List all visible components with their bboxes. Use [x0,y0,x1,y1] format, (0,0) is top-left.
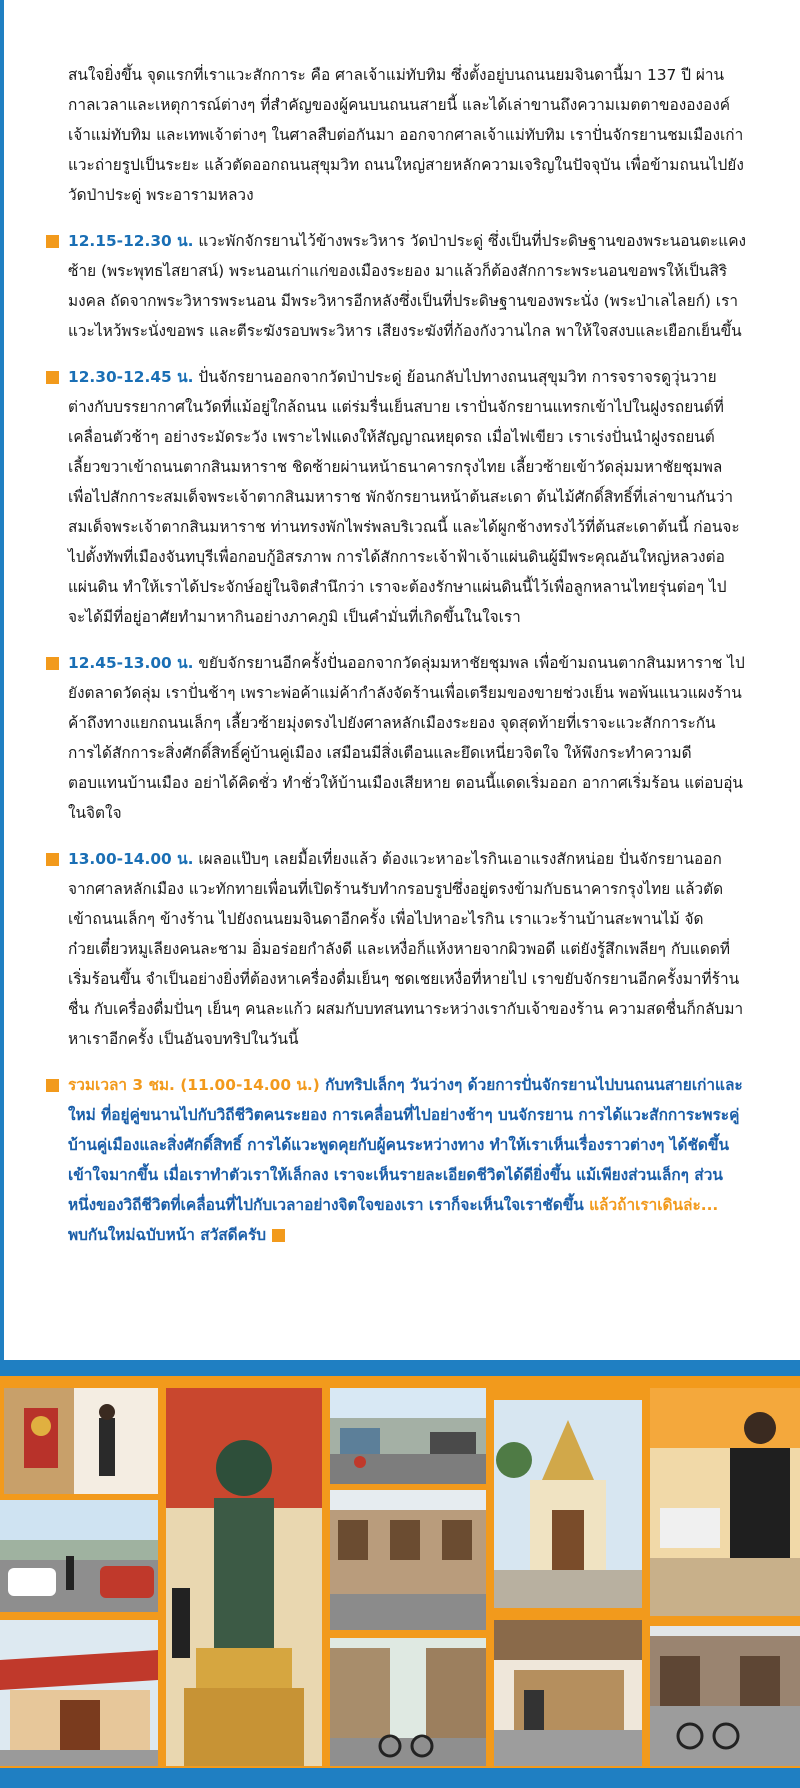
entry-time: 12.15-12.30 น. [68,232,194,250]
left-border-rule [0,0,4,1360]
summary-paragraph [46,1070,746,1250]
blue-band-top [0,1360,800,1376]
summary-teaser: แล้วถ้าเราเดินล่ะ... [589,1196,719,1214]
orange-square-bullet [46,1079,59,1092]
timeline-entry-1 [46,226,746,346]
intro-paragraph: สนใจยิ่งขึ้น จุดแรกที่เราแวะสักการะ คือ ศาลเจ้าแม่ทับทิม ซึ่งตั้งอยู่บนถนนยมจินดานี้มา 137 ปี ผ่านกาลเวลาและเหตุการณ์ต่างๆ ที่สำคัญของผู้คนบนถนนสายนี้ และได้เล่าขานถึงความเมตตาของององค์เจ้าแม่ทับทิม และเทพเจ้าต่างๆ ในศาลสืบต่อกันมา ออกจากศาลเจ้าแม่ทับทิม เราปั่นจักรยานชมเมืองเก่า แวะถ่ายรูปเป็นระยะ แล้วตัดออกถนนสุขุมวิท ถนนใหญ่สายหลักความเจริญในปัจจุบัน เพื่อข้ามถนนไปยังวัดป่าประดู่ พระอารามหลวง [68,66,744,204]
timeline-entry-3 [46,648,746,828]
orange-square-bullet [46,371,59,384]
photo-cafe-friends [650,1388,800,1616]
timeline-entry-2 [46,362,746,632]
photo-market-street [330,1388,486,1484]
photo-street-traffic [0,1500,158,1612]
photo-old-shophouses [330,1490,486,1630]
photo-shrine-offering [4,1388,158,1494]
photo-city-pillar-shrine [494,1400,642,1608]
photo-cyclists-alley [330,1638,486,1766]
orange-square-bullet [46,853,59,866]
orange-square-bullet [46,235,59,248]
entry-time: 13.00-14.00 น. [68,850,194,868]
blue-band-bottom [0,1768,800,1788]
closing-line: พบกันใหม่ฉบับหน้า สวัสดีครับ [68,1226,267,1244]
photo-noodle-shop [494,1620,642,1766]
entry-time: 12.45-13.00 น. [68,654,194,672]
entry-text: แวะพักจักรยานไว้ข้างพระวิหาร วัดป่าประดู่ ซึ่งเป็นที่ประดิษฐานของพระนอนตะแคงซ้าย (พระพุทธไสยาสน์) พระนอนเก่าแก่ของเมืองระยอง มาแล้วก็ต้องสักการะพระนอนขอพรให้เป็นสิริมงคล ถัดจากพระวิหารพระนอน มีพระวิหารอีกหลังซึ่งเป็นที่ประดิษฐานของพระนั่ง (พระป่าเลไลยก์) เราแวะไหว้พระนั่งขอพร และตีระฆังรอบพระวิหาร เสียงระฆังที่ก้องกังวานไกล พาให้ใจสงบและเยือกเย็นขึ้น [68,232,747,340]
photo-king-taksin-statue [166,1388,322,1766]
entry-time: 12.30-12.45 น. [68,368,194,386]
photo-bike-shop-front [650,1626,800,1766]
entry-text: เผลอแป๊บๆ เลยมื้อเที่ยงแล้ว ต้องแวะหาอะไรกินเอาแรงสักหน่อย ปั่นจักรยานออกจากศาลหลักเมือง แวะทักทายเพื่อนที่เปิดร้านรับทำกรอบรูปซึ่งอยู่ตรงข้ามกับธนาคารกรุงไทย แล้วตัดเข้าถนนเล็กๆ ข้างร้าน ไปยังถนนยมจินดาอีกครั้ง เพื่อไปหาอะไรกิน เราแวะร้านบ้านสะพานไม้ จัดก๋วยเตี๋ยวหมูเลียงคนละชาม อิ่มอร่อยกำลังดี และเหงื่อก็แห้งหายจากผิวพอดี แต่ยังรู้สึกเพลียๆ กับแดดที่เริ่มร้อนขึ้น จำเป็นอย่างยิ่งที่ต้องหาเครื่องดื่มเย็นๆ ชดเชยเหงื่อที่หายไป เราขยับจักรยานอีกครั้งมาที่ร้านชื่น กับเครื่องดื่มปั่นๆ เย็นๆ คนละแก้ว ผสมกับบทสนทนาระหว่างเรากับเจ้าของร้าน ความสดชื่นก็กลับมาหาเราอีกครั้ง เป็นอันจบทริปในวันนี้ [68,850,744,1048]
article-body [46,60,746,1266]
end-mark-square [272,1229,285,1242]
photo-gallery [0,1376,800,1768]
timeline-entry-4 [46,844,746,1054]
summary-text: กับทริปเล็กๆ วันว่างๆ ด้วยการปั่นจักรยานไปบนถนนสายเก่าและใหม่ ที่อยู่คู่ขนานไปกับวิถีชีวิตคนระยอง การเคลื่อนที่ไปอย่างช้าๆ บนจักรยาน การได้แวะสักการะพระคู่บ้านคู่เมืองและสิ่งศักดิ์สิทธิ์ การได้แวะพูดคุยกับผู้คนระหว่างทาง ทำให้เราเห็นเรื่องราวต่างๆ ได้ชัดขึ้น เข้าใจมากขึ้น เมื่อเราทำตัวเราให้เล็กลง เราจะเห็นรายละเอียดชีวิตได้ดียิ่งขึ้น แม้เพียงส่วนเล็กๆ ส่วนหนึ่งของวิถีชีวิตที่เคลื่อนที่ไปกับเวลาอย่างจิตใจของเรา เราก็จะเห็นใจเราชัดขึ้น [68,1076,743,1214]
summary-duration: รวมเวลา 3 ชม. (11.00-14.00 น.) [68,1076,320,1094]
entry-text: ปั่นจักรยานออกจากวัดป่าประดู่ ย้อนกลับไปทางถนนสุขุมวิท การจราจรดูวุ่นวาย ต่างกับบรรยากาศในวัดที่แม้อยู่ใกล้ถนน แต่ร่มรื่นเย็นสบาย เราปั่นจักรยานแทรกเข้าไปในฝูงรถยนต์ที่เคลื่อนตัวช้าๆ อย่างระมัดระวัง เพราะไฟแดงให้สัญญาณหยุดรถ เมื่อไฟเขียว เราเร่งปั่นนำฝูงรถยนต์เลี้ยวขวาเข้าถนนตากสินมหาราช ชิดซ้ายผ่านหน้าธนาคารกรุงไทย เลี้ยวซ้ายเข้าวัดลุ่มมหาชัยชุมพล เพื่อไปสักการะสมเด็จพระเจ้าตากสินมหาราช พักจักรยานหน้าต้นสะเดา ต้นไม้ศักดิ์สิทธิ์ที่เล่าขานกันว่า สมเด็จพระเจ้าตากสินมหาราช ท่านทรงพักไพร่พลบริเวณนี้ และได้ผูกช้างทรงไว้ที่ต้นสะเดาต้นนี้ ก่อนจะไปตั้งทัพที่เมืองจันทบุรีเพื่อกอบกู้อิสรภาพ การได้สักการะเจ้าฟ้าเจ้าแผ่นดินผู้มีพระคุณอันใหญ่หลวงต่อแผ่นดิน ทำให้เราได้ประจักษ์อยู่ในจิตสำนึกว่า เราจะต้องรักษาแผ่นดินนี้ไว้เพื่อลูกหลานไทยรุ่นต่อๆ ไป จะได้มีที่อยู่อาศัยทำมาหากินอย่างภาคภูมิ เป็นคำมั่นที่เกิดขึ้นในใจเรา [68,368,740,626]
entry-text: ขยับจักรยานอีกครั้งปั่นออกจากวัดลุ่มมหาชัยชุมพล เพื่อข้ามถนนตากสินมหาราช ไปยังตลาดวัดลุ่ม เราปั่นช้าๆ เพราะพ่อค้าแม่ค้ากำลังจัดร้านเพื่อเตรียมของขายช่วงเย็น พอพ้นแนวแผงร้านค้าถึงทางแยกถนนเล็กๆ เลี้ยวซ้ายมุ่งตรงไปยังศาลหลักเมืองระยอง จุดสุดท้ายที่เราจะแวะสักการะกัน การได้สักการะสิ่งศักดิ์สิทธิ์คู่บ้านคู่เมือง เสมือนมีสิ่งเตือนและยึดเหนี่ยวจิตใจ ให้พึงกระทำความดีตอบแทนบ้านเมือง อย่าได้คิดชั่ว ทำชั่วให้บ้านเมืองเสียหาย ตอนนี้แดดเริ่มออก อากาศเริ่มร้อน แต่อบอุ่นในจิตใจ [68,654,745,822]
photo-chinese-shrine [0,1620,158,1766]
orange-square-bullet [46,657,59,670]
